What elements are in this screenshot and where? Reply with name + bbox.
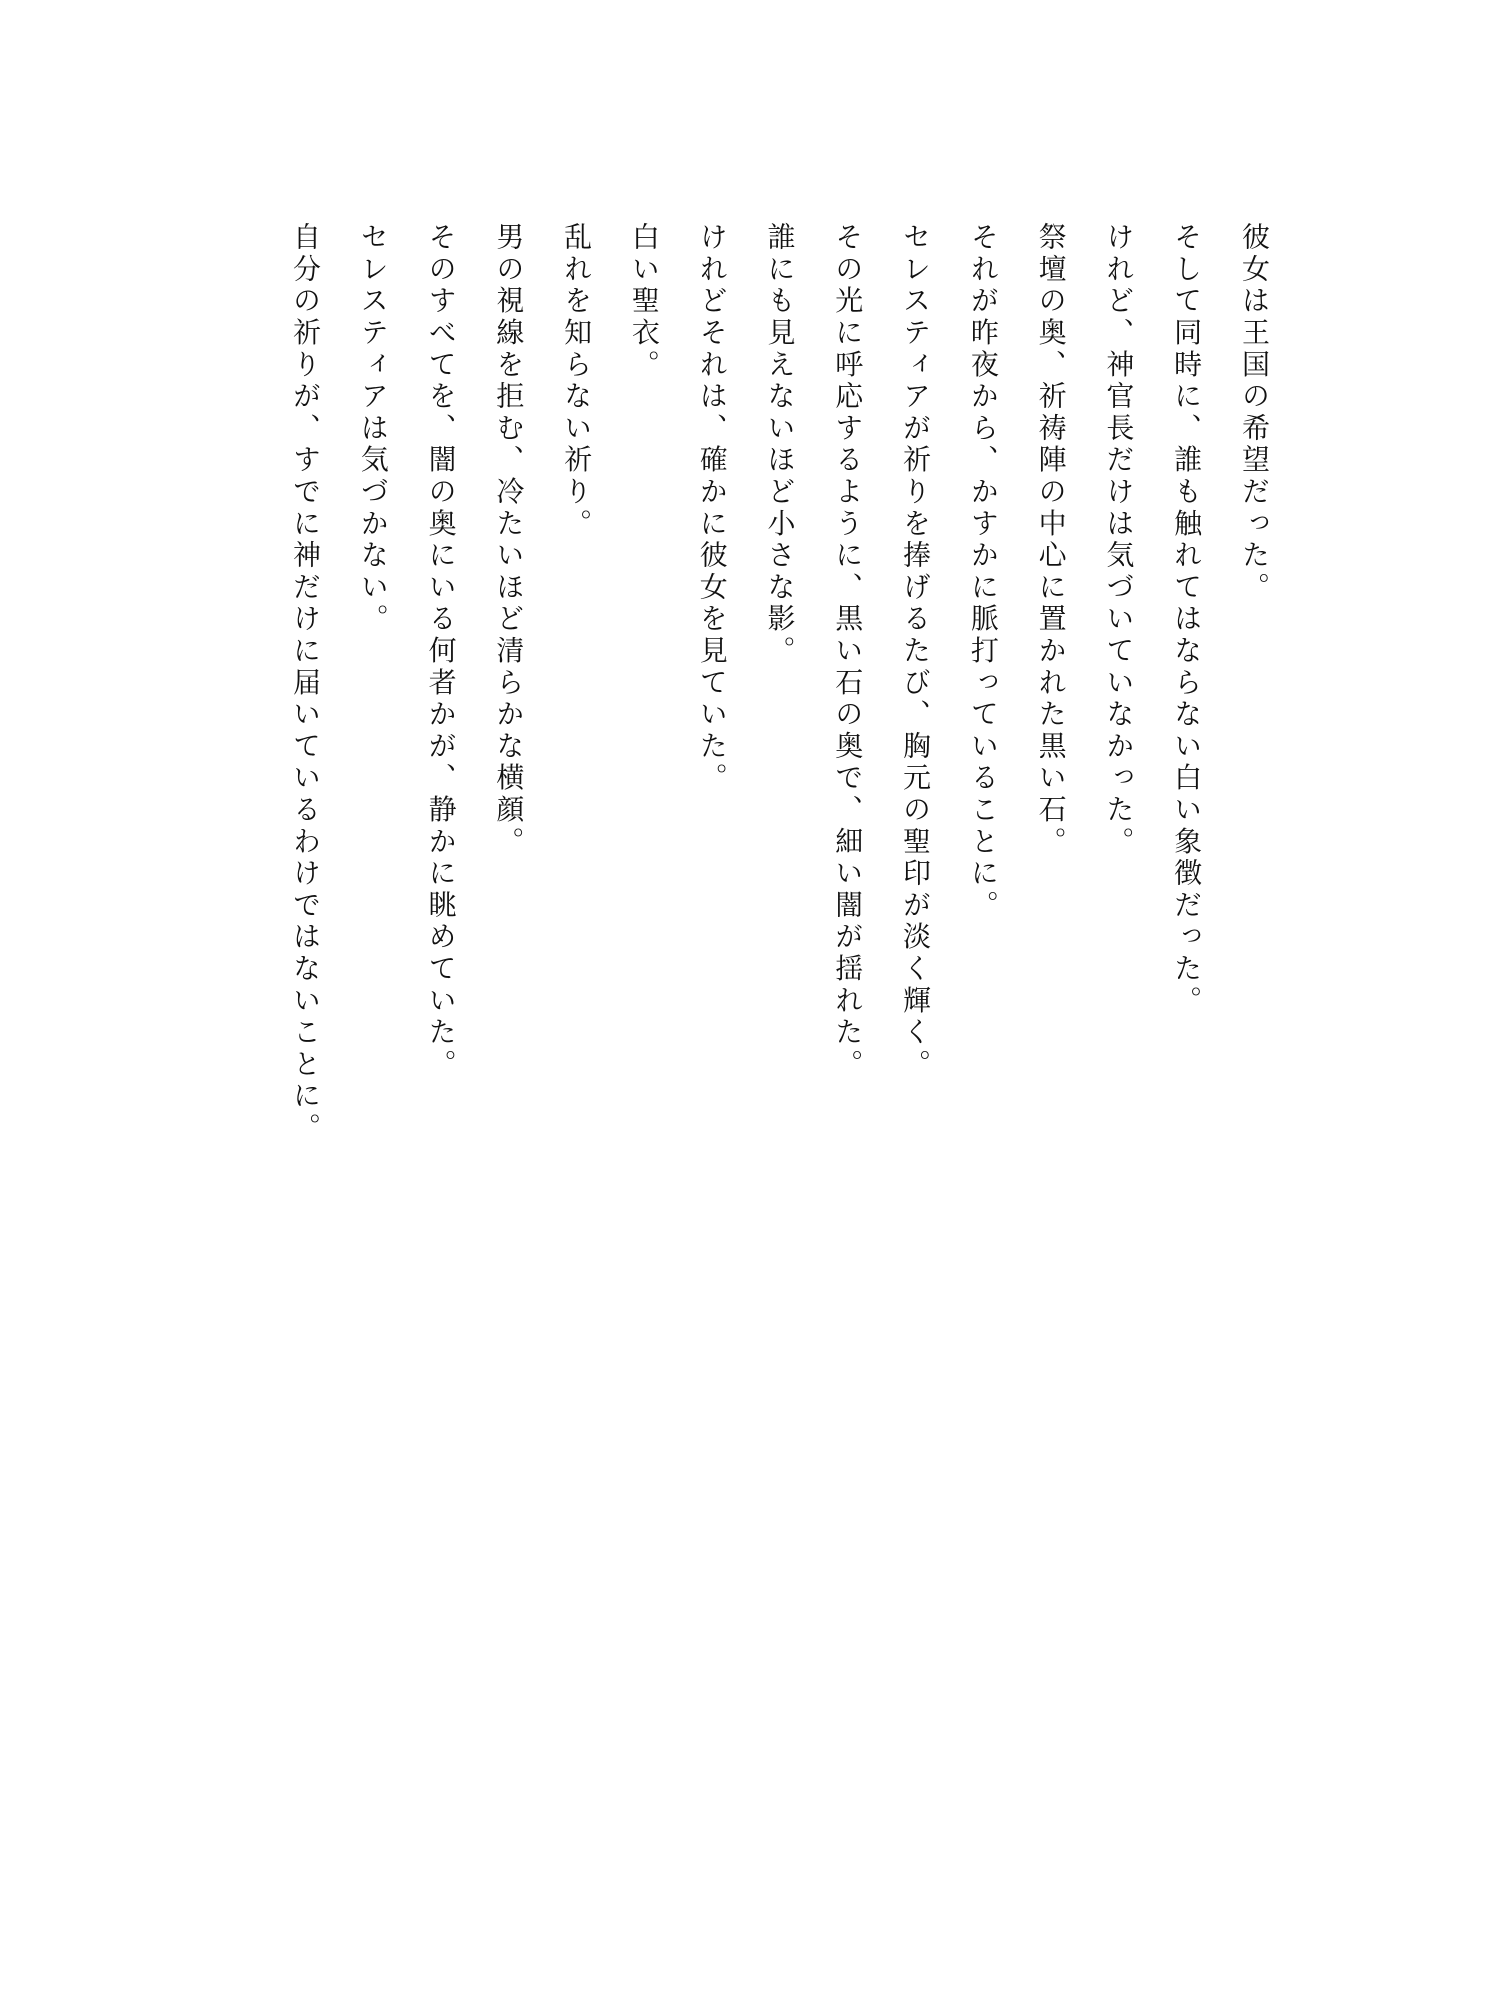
- text-line-6: セレスティアが祈りを捧げるたび、胸元の聖印が淡く輝く。: [899, 222, 933, 1081]
- text-line-7: その光に呼応するように、黒い石の奥で、細い闇が揺れた。: [831, 222, 865, 1081]
- text-line-8: 誰にも見えないほど小さな影。: [763, 222, 797, 668]
- text-line-10: 白い聖衣。: [627, 222, 661, 381]
- vertical-text-block: [288, 222, 1271, 1222]
- text-line-15: 自分の祈りが、すでに神だけに届いているわけではないことに。: [289, 222, 322, 1145]
- text-line-4: 祭壇の奥、祈祷陣の中心に置かれた黒い石。: [1034, 222, 1068, 858]
- text-line-1: 彼女は王国の希望だった。: [1237, 222, 1271, 604]
- text-line-9: けれどそれは、確かに彼女を見ていた。: [695, 222, 729, 795]
- text-line-5: それが昨夜から、かすかに脈打っていることに。: [966, 222, 1000, 922]
- text-line-14: セレスティアは気づかない。: [356, 222, 390, 636]
- text-line-11: 乱れを知らない祈り。: [560, 222, 594, 540]
- text-line-13: そのすべてを、闇の奥にいる何者かが、静かに眺めていた。: [424, 222, 458, 1081]
- text-line-12: 男の視線を拒む、冷たいほど清らかな横顔。: [492, 222, 526, 858]
- text-line-3: けれど、神官長だけは気づいていなかった。: [1102, 222, 1136, 858]
- text-line-2: そして同時に、誰も触れてはならない白い象徴だった。: [1170, 222, 1204, 1017]
